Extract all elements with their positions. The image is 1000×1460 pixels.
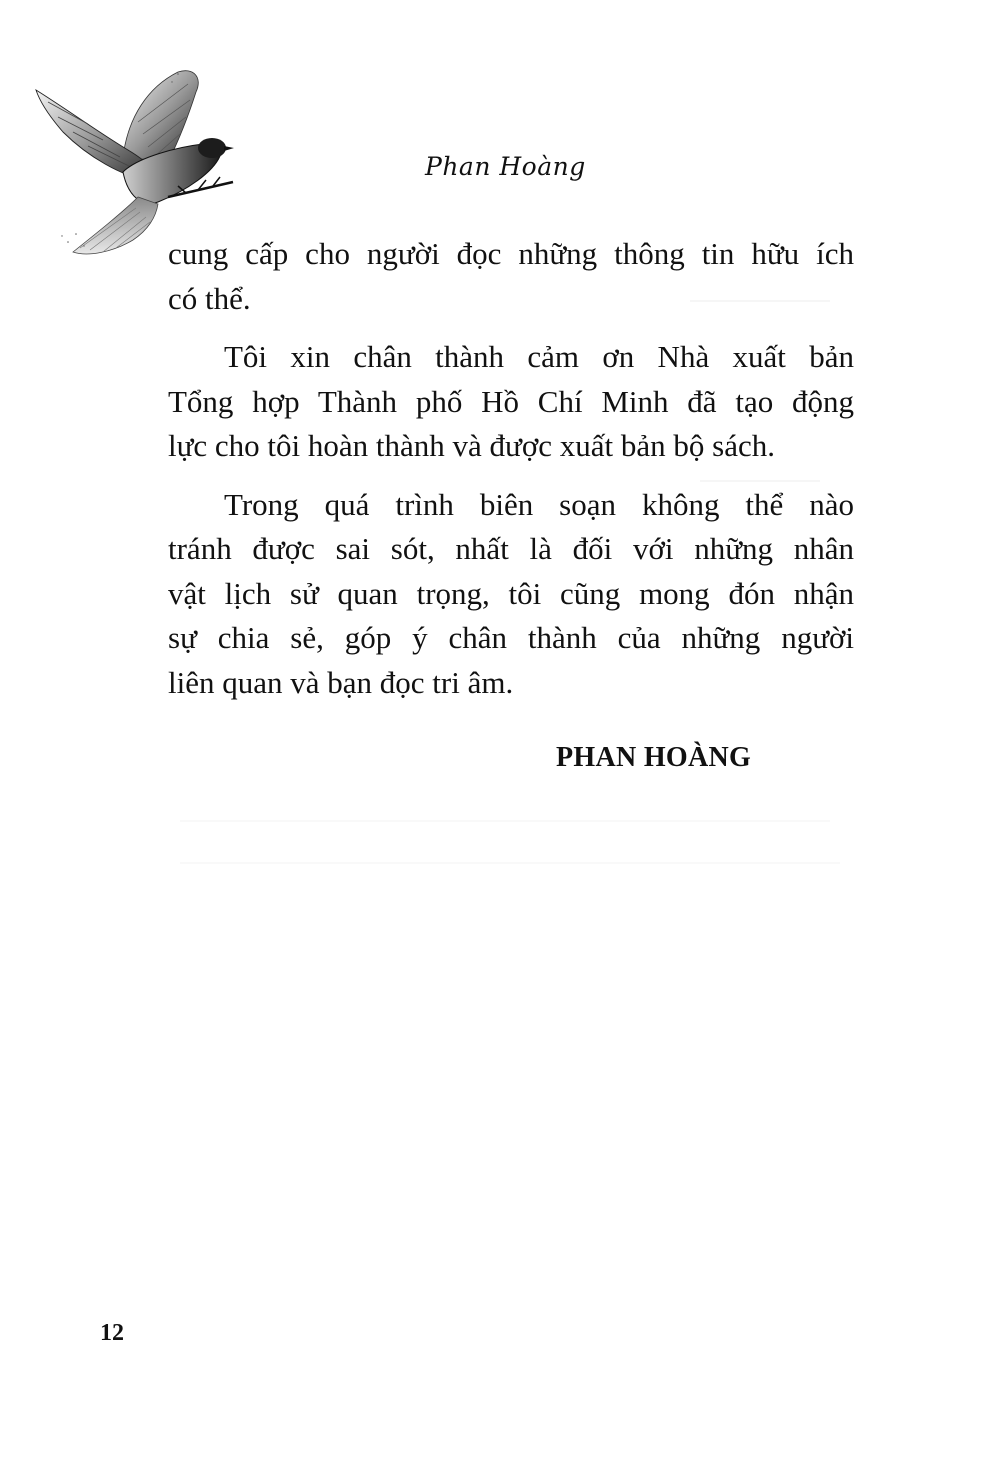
- text-line: Trong quá trình biên soạn không thể nào: [224, 486, 854, 522]
- show-through-mark: [180, 820, 830, 822]
- text-line: sự chia sẻ, góp ý chân thành của những người: [168, 620, 854, 655]
- author-signature: PHAN HOÀNG: [556, 742, 752, 773]
- text-line: tránh được sai sót, nhất là đối với những nhân: [168, 531, 854, 566]
- text-line: lực cho tôi hoàn thành và được xuất bản bộ sách.: [168, 428, 775, 463]
- text-line: liên quan và bạn đọc tri âm.: [168, 664, 514, 700]
- dove-head: [198, 138, 226, 158]
- show-through-mark: [180, 862, 840, 864]
- text-line: cung cấp cho người đọc những thông tin hữu ích: [168, 236, 854, 271]
- body-text: [168, 232, 854, 719]
- text-line: vật lịch sử quan trọng, tôi cũng mong đón nhận: [168, 575, 854, 611]
- paragraph-continuation: [168, 232, 854, 321]
- text-line: có thể.: [168, 280, 251, 316]
- paragraph-acknowledgement: [168, 335, 854, 469]
- paragraph-closing: [168, 483, 854, 706]
- page-number: 12: [100, 1320, 124, 1346]
- text-line: Tôi xin chân thành cảm ơn Nhà xuất bản: [224, 339, 854, 374]
- dove-beak: [224, 146, 234, 151]
- text-line: Tổng hợp Thành phố Hồ Chí Minh đã tạo động: [168, 383, 854, 419]
- running-header: Phan Hoàng: [425, 152, 586, 181]
